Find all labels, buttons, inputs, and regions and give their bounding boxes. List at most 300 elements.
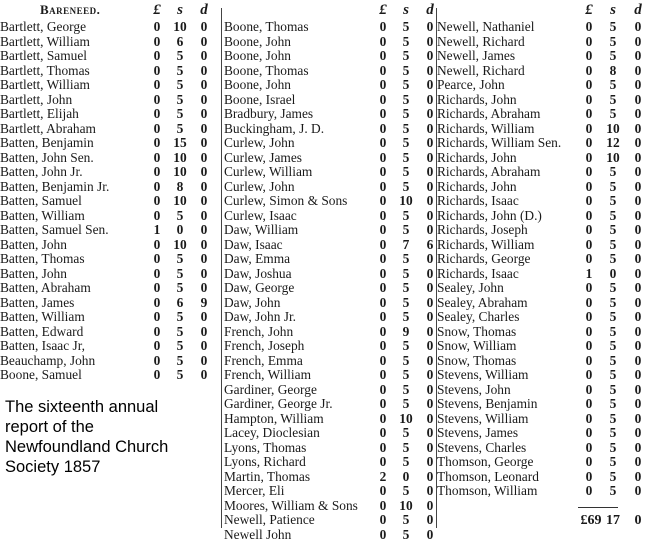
subscriber-row — [224, 339, 437, 354]
subscriber-name: Bartlett, Samuel — [0, 49, 150, 64]
shillings-value: 5 — [606, 35, 620, 50]
subscriber-row — [0, 64, 218, 79]
pounds-value: 0 — [582, 354, 596, 369]
pence-value: 0 — [423, 107, 437, 122]
pence-value: 6 — [423, 238, 437, 253]
shillings-value: 5 — [399, 136, 413, 151]
pounds-value: 0 — [582, 93, 596, 108]
subscriber-row — [437, 281, 651, 296]
pence-value: 0 — [423, 310, 437, 325]
subscriber-name: Batten, John — [0, 238, 150, 253]
pounds-value: 0 — [150, 122, 164, 137]
pence-value: 0 — [197, 64, 211, 79]
subscriber-name: Newell, Richard — [437, 35, 587, 50]
pounds-value: 0 — [376, 238, 390, 253]
subscriber-name: Stevens, Charles — [437, 441, 587, 456]
pence-value: 0 — [631, 209, 645, 224]
column-header — [224, 0, 437, 20]
caption-line: The sixteenth annual — [5, 397, 220, 417]
subscriber-name: Gardiner, George Jr. — [224, 397, 380, 412]
shillings-header: s — [399, 0, 413, 20]
pounds-value: 0 — [582, 368, 596, 383]
subscriber-row — [0, 296, 218, 311]
pence-value: 0 — [423, 383, 437, 398]
subscriber-row — [224, 151, 437, 166]
subscriber-row — [0, 78, 218, 93]
pence-value: 0 — [631, 325, 645, 340]
pence-value: 0 — [423, 35, 437, 50]
pence-value: 0 — [197, 310, 211, 325]
pence-value: 0 — [423, 180, 437, 195]
pounds-value: 0 — [150, 64, 164, 79]
shillings-value: 5 — [606, 368, 620, 383]
shillings-value: 5 — [399, 223, 413, 238]
subscriber-row — [0, 49, 218, 64]
pence-value: 0 — [197, 20, 211, 35]
shillings-value: 10 — [173, 165, 187, 180]
pence-value: 0 — [631, 93, 645, 108]
pence-value: 0 — [423, 122, 437, 137]
pounds-value: 0 — [376, 310, 390, 325]
column-divider — [436, 8, 437, 528]
subscriber-name: Boone, John — [224, 78, 380, 93]
subscriber-name: Stevens, James — [437, 426, 587, 441]
subscriber-row — [437, 122, 651, 137]
subscriber-name: Bartlett, Thomas — [0, 64, 150, 79]
subscriber-name: Snow, Thomas — [437, 354, 587, 369]
pence-value: 0 — [197, 339, 211, 354]
pounds-value: 0 — [150, 78, 164, 93]
pence-value: 0 — [631, 64, 645, 79]
shillings-value: 5 — [606, 223, 620, 238]
pounds-value: 0 — [582, 194, 596, 209]
pounds-value: 0 — [376, 281, 390, 296]
pence-value: 0 — [631, 441, 645, 456]
subscriber-name: Richards, Abraham — [437, 107, 587, 122]
subscriber-row — [437, 267, 651, 282]
pounds-value: 0 — [150, 93, 164, 108]
pounds-value: 0 — [376, 107, 390, 122]
shillings-value: 5 — [399, 180, 413, 195]
pounds-value: 0 — [582, 296, 596, 311]
subscriber-name: Batten, Benjamin — [0, 136, 150, 151]
shillings-value: 10 — [606, 151, 620, 166]
subscriber-row — [437, 107, 651, 122]
pounds-value: 0 — [582, 35, 596, 50]
subscriber-name: Stevens, Benjamin — [437, 397, 587, 412]
subscriber-row — [437, 223, 651, 238]
shillings-value: 8 — [173, 180, 187, 195]
subscriber-name: Newell, James — [437, 49, 587, 64]
shillings-value: 5 — [606, 426, 620, 441]
subscriber-row — [224, 441, 437, 456]
subscriber-name: Stevens, John — [437, 383, 587, 398]
shillings-value: 10 — [606, 122, 620, 137]
shillings-value: 5 — [606, 397, 620, 412]
subscriber-name: French, John — [224, 325, 380, 340]
subscriber-list — [224, 20, 437, 542]
pounds-value: 0 — [582, 180, 596, 195]
pence-value: 0 — [197, 122, 211, 137]
pounds-value: 0 — [150, 296, 164, 311]
pence-value: 0 — [197, 35, 211, 50]
subscriber-row — [437, 35, 651, 50]
shillings-value: 5 — [399, 426, 413, 441]
subscriber-row — [224, 209, 437, 224]
column-3 — [437, 0, 651, 529]
pence-value: 0 — [631, 107, 645, 122]
shillings-value: 10 — [173, 238, 187, 253]
pence-value: 0 — [631, 238, 645, 253]
subscriber-name: Batten, John Sen. — [0, 151, 150, 166]
pence-value: 0 — [423, 165, 437, 180]
shillings-value: 5 — [399, 455, 413, 470]
shillings-value: 10 — [173, 151, 187, 166]
subscriber-row — [224, 296, 437, 311]
pence-value: 0 — [423, 470, 437, 485]
subscriber-row — [437, 412, 651, 427]
shillings-value: 5 — [606, 194, 620, 209]
column-divider — [221, 8, 222, 528]
pounds-value: 0 — [582, 484, 596, 499]
total-underline — [578, 507, 618, 508]
pence-value: 0 — [197, 180, 211, 195]
subscriber-row — [0, 209, 218, 224]
shillings-value: 5 — [173, 93, 187, 108]
shillings-value: 5 — [399, 20, 413, 35]
shillings-value: 10 — [399, 194, 413, 209]
shillings-value: 5 — [399, 35, 413, 50]
subscriber-name: Stevens, William — [437, 368, 587, 383]
pence-value: 0 — [423, 78, 437, 93]
subscriber-row — [224, 252, 437, 267]
subscriber-name: Richards, William — [437, 122, 587, 137]
pounds-value: 0 — [376, 484, 390, 499]
subscriber-name: Newell John — [224, 528, 380, 542]
pounds-value: 0 — [150, 35, 164, 50]
shillings-value: 5 — [606, 180, 620, 195]
shillings-value: 5 — [606, 325, 620, 340]
subscriber-list — [0, 20, 218, 383]
subscriber-row — [437, 78, 651, 93]
subscriber-row — [0, 310, 218, 325]
pounds-value: 0 — [582, 78, 596, 93]
pounds-value: 0 — [376, 122, 390, 137]
pence-value: 0 — [423, 484, 437, 499]
subscriber-name: Batten, John Jr. — [0, 165, 150, 180]
pence-value: 0 — [197, 354, 211, 369]
shillings-value: 5 — [399, 528, 413, 542]
shillings-value: 5 — [399, 93, 413, 108]
pounds-value: 0 — [582, 209, 596, 224]
subscriber-name: Daw, John Jr. — [224, 310, 380, 325]
subscriber-row — [0, 107, 218, 122]
subscriber-name: Batten, Thomas — [0, 252, 150, 267]
subscriber-name: Boone, John — [224, 35, 380, 50]
shillings-value: 5 — [606, 78, 620, 93]
subscriber-row — [437, 238, 651, 253]
subscriber-row — [224, 412, 437, 427]
pence-value: 0 — [631, 310, 645, 325]
subscriber-name: Mercer, Eli — [224, 484, 380, 499]
subscriber-row — [0, 136, 218, 151]
subscriber-row — [224, 194, 437, 209]
subscriber-name: Lyons, Richard — [224, 455, 380, 470]
shillings-value: 5 — [399, 49, 413, 64]
shillings-value: 5 — [606, 209, 620, 224]
subscriber-row — [0, 238, 218, 253]
subscriber-row — [437, 339, 651, 354]
subscriber-row — [437, 209, 651, 224]
pounds-value: 1 — [150, 223, 164, 238]
pounds-value: 0 — [376, 180, 390, 195]
pounds-value: 0 — [150, 180, 164, 195]
pence-value: 0 — [423, 354, 437, 369]
pounds-value: 0 — [376, 383, 390, 398]
subscriber-name: Batten, William — [0, 310, 150, 325]
pounds-value: 0 — [582, 470, 596, 485]
pence-value: 0 — [423, 252, 437, 267]
caption-line: Newfoundland Church — [5, 437, 220, 457]
subscriber-name: Moores, William & Sons — [224, 499, 380, 514]
subscriber-name: Richards, George — [437, 252, 587, 267]
pounds-value: 2 — [376, 470, 390, 485]
caption-line: report of the — [5, 417, 220, 437]
pounds-value: 0 — [150, 238, 164, 253]
pence-value: 0 — [197, 93, 211, 108]
subscriber-name: Richards, William — [437, 238, 587, 253]
shillings-value: 10 — [399, 412, 413, 427]
subscriber-row — [0, 35, 218, 50]
shillings-value: 5 — [606, 383, 620, 398]
subscriber-name: Martin, Thomas — [224, 470, 380, 485]
subscriber-name: Daw, Isaac — [224, 238, 380, 253]
subscriber-name: French, William — [224, 368, 380, 383]
pounds-value: 0 — [150, 20, 164, 35]
shillings-value: 5 — [399, 209, 413, 224]
subscriber-row — [224, 513, 437, 528]
subscriber-name: Richards, Abraham — [437, 165, 587, 180]
pounds-value: 0 — [582, 397, 596, 412]
pence-value: 0 — [197, 252, 211, 267]
subscriber-name: Curlew, John — [224, 136, 380, 151]
pence-value: 0 — [423, 397, 437, 412]
subscriber-row — [437, 455, 651, 470]
subscriber-name: Boone, Samuel — [0, 368, 150, 383]
subscriber-name: Batten, Benjamin Jr. — [0, 180, 150, 195]
subscriber-row — [437, 470, 651, 485]
shillings-value: 5 — [606, 281, 620, 296]
subscriber-name: Boone, Thomas — [224, 20, 380, 35]
column-header — [437, 0, 651, 20]
pence-header: d — [423, 0, 437, 20]
subscriber-row — [437, 136, 651, 151]
pounds-value: 0 — [150, 151, 164, 166]
subscriber-name: Daw, William — [224, 223, 380, 238]
pounds-value: 0 — [582, 281, 596, 296]
shillings-value: 5 — [399, 441, 413, 456]
subscriber-name: Boone, Thomas — [224, 64, 380, 79]
subscriber-row — [224, 180, 437, 195]
subscriber-name: Richards, John — [437, 151, 587, 166]
pence-value: 0 — [631, 426, 645, 441]
shillings-value: 0 — [173, 223, 187, 238]
subscriber-name: Richards, Isaac — [437, 267, 587, 282]
pence-value: 0 — [423, 296, 437, 311]
pounds-value: 0 — [376, 354, 390, 369]
pounds-header: £ — [150, 0, 164, 20]
pence-value: 9 — [197, 296, 211, 311]
shillings-header: s — [606, 0, 620, 20]
pounds-value: 0 — [582, 49, 596, 64]
subscriber-row — [224, 78, 437, 93]
shillings-value: 5 — [173, 368, 187, 383]
pence-value: 0 — [631, 267, 645, 282]
subscriber-row — [437, 49, 651, 64]
pence-value: 0 — [631, 165, 645, 180]
shillings-value: 5 — [399, 397, 413, 412]
subscriber-row — [224, 49, 437, 64]
subscriber-name: Sealey, Abraham — [437, 296, 587, 311]
pence-value: 0 — [423, 281, 437, 296]
subscriber-name: French, Joseph — [224, 339, 380, 354]
subscriber-name: Richards, John — [437, 180, 587, 195]
subscriber-name: Sealey, Charles — [437, 310, 587, 325]
subscriber-row — [437, 426, 651, 441]
column-2 — [224, 0, 437, 542]
pence-value: 0 — [423, 513, 437, 528]
shillings-value: 5 — [606, 470, 620, 485]
pounds-value: 0 — [376, 49, 390, 64]
subscriber-name: Richards, John (D.) — [437, 209, 587, 224]
subscriber-row — [224, 470, 437, 485]
pounds-value: 0 — [376, 368, 390, 383]
subscriber-list — [437, 20, 651, 499]
pounds-value: 0 — [150, 107, 164, 122]
subscriber-row — [437, 20, 651, 35]
pounds-value: 0 — [582, 441, 596, 456]
pounds-value: 0 — [582, 64, 596, 79]
shillings-value: 5 — [173, 354, 187, 369]
pounds-value: 0 — [376, 513, 390, 528]
pence-value: 0 — [631, 20, 645, 35]
pounds-value: 0 — [582, 165, 596, 180]
subscriber-row — [437, 484, 651, 499]
subscriber-name: Bartlett, William — [0, 78, 150, 93]
subscriber-row — [0, 368, 218, 383]
pence-value: 0 — [197, 238, 211, 253]
pence-value: 0 — [197, 136, 211, 151]
pounds-value: 0 — [150, 49, 164, 64]
subscriber-row — [224, 136, 437, 151]
pounds-value: 0 — [376, 267, 390, 282]
shillings-value: 5 — [399, 165, 413, 180]
pounds-value: 0 — [376, 223, 390, 238]
caption-line: Society 1857 — [5, 457, 220, 477]
shillings-value: 15 — [173, 136, 187, 151]
shillings-value: 5 — [606, 93, 620, 108]
subscriber-row — [224, 397, 437, 412]
subscriber-name: Richards, William Sen. — [437, 136, 587, 151]
pence-header: d — [631, 0, 645, 20]
pounds-value: 0 — [150, 209, 164, 224]
pounds-value: 0 — [376, 455, 390, 470]
pence-value: 0 — [197, 151, 211, 166]
shillings-value: 5 — [399, 296, 413, 311]
subscriber-name: Buckingham, J. D. — [224, 122, 380, 137]
subscriber-name: Bartlett, Abraham — [0, 122, 150, 137]
pence-value: 0 — [631, 180, 645, 195]
pounds-value: 0 — [582, 136, 596, 151]
shillings-value: 0 — [399, 470, 413, 485]
column-1 — [0, 0, 218, 383]
subscriber-name: Lyons, Thomas — [224, 441, 380, 456]
pence-value: 0 — [423, 455, 437, 470]
pence-value: 0 — [423, 136, 437, 151]
pence-value: 0 — [197, 325, 211, 340]
shillings-value: 9 — [399, 325, 413, 340]
subscriber-name: Richards, John — [437, 93, 587, 108]
shillings-value: 5 — [606, 441, 620, 456]
pence-value: 0 — [631, 49, 645, 64]
subscriber-row — [224, 499, 437, 514]
pounds-value: 0 — [376, 441, 390, 456]
pence-value: 0 — [197, 165, 211, 180]
shillings-value: 5 — [399, 122, 413, 137]
shillings-value: 6 — [173, 35, 187, 50]
subscriber-name: Batten, Abraham — [0, 281, 150, 296]
pence-value: 0 — [423, 325, 437, 340]
subscriber-row — [0, 223, 218, 238]
subscriber-name: Stevens, William — [437, 412, 587, 427]
pence-value: 0 — [631, 122, 645, 137]
pounds-value: 0 — [150, 267, 164, 282]
pounds-value: 0 — [150, 281, 164, 296]
pounds-value: 0 — [582, 455, 596, 470]
shillings-value: 5 — [399, 354, 413, 369]
pence-value: 0 — [197, 78, 211, 93]
pence-value: 0 — [423, 194, 437, 209]
pence-value: 0 — [423, 49, 437, 64]
shillings-value: 5 — [399, 484, 413, 499]
subscriber-name: Bartlett, William — [0, 35, 150, 50]
subscriber-row — [437, 441, 651, 456]
subscriber-name: Snow, William — [437, 339, 587, 354]
subscriber-row — [437, 354, 651, 369]
pounds-value: 0 — [582, 339, 596, 354]
subscriber-row — [437, 165, 651, 180]
shillings-value: 5 — [606, 484, 620, 499]
pence-value: 0 — [197, 267, 211, 282]
shillings-value: 5 — [606, 107, 620, 122]
shillings-value: 5 — [399, 281, 413, 296]
shillings-value: 5 — [399, 339, 413, 354]
shillings-value: 5 — [173, 325, 187, 340]
shillings-value: 5 — [173, 78, 187, 93]
pence-value: 0 — [423, 412, 437, 427]
subscriber-name: Thomson, Leonard — [437, 470, 587, 485]
subscriber-row — [224, 93, 437, 108]
shillings-value: 5 — [399, 267, 413, 282]
shillings-value: 8 — [606, 64, 620, 79]
pounds-value: 0 — [582, 223, 596, 238]
subscriber-name: Curlew, John — [224, 180, 380, 195]
shillings-value: 5 — [606, 354, 620, 369]
pence-value: 0 — [197, 368, 211, 383]
subscriber-name: Batten, Edward — [0, 325, 150, 340]
subscriber-name: Bartlett, Elijah — [0, 107, 150, 122]
pounds-value: 0 — [376, 93, 390, 108]
